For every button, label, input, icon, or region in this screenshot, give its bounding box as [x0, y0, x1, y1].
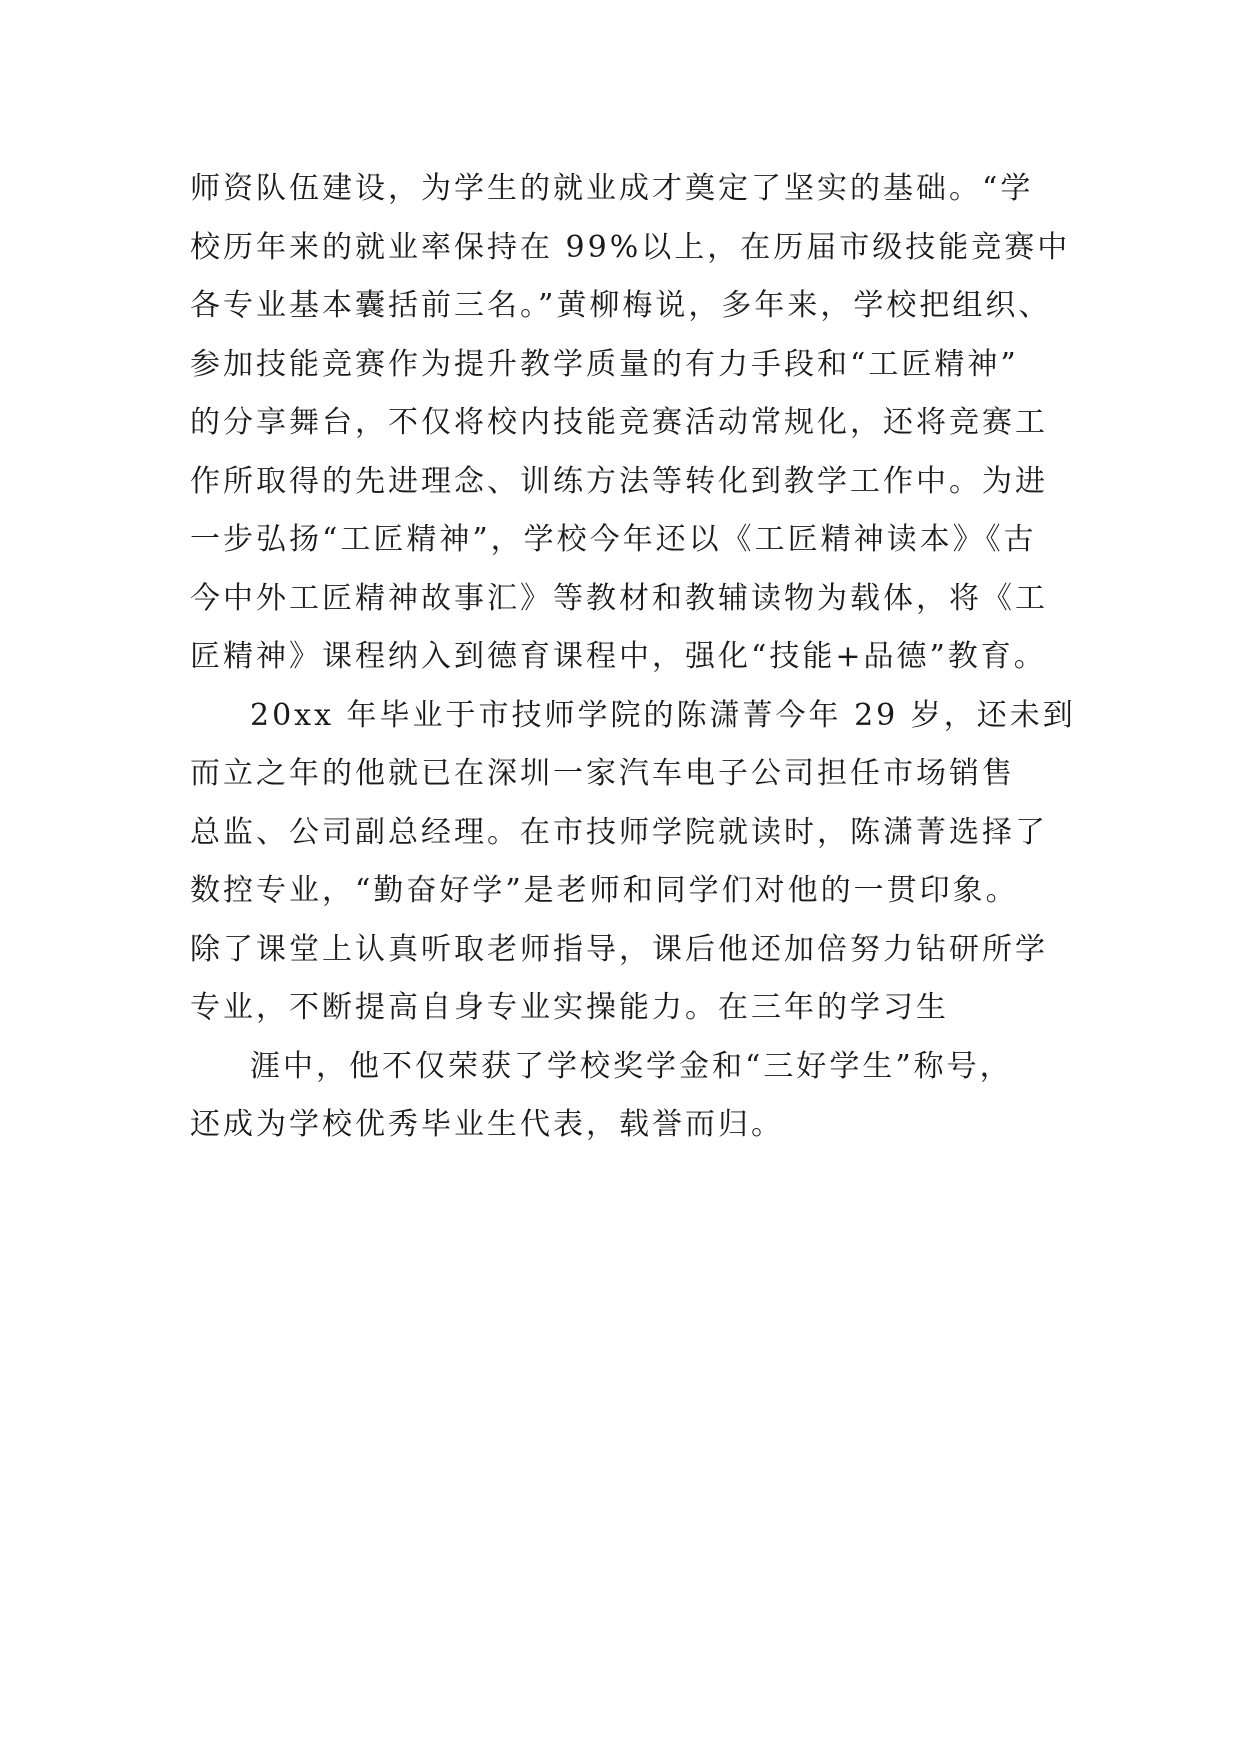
text-line: 的分享舞台，不仅将校内技能竞赛活动常规化，还将竞赛工: [190, 405, 1048, 440]
text-line: 匠精神》课程纳入到德育课程中，强化“技能+品德”教育。: [190, 639, 1047, 674]
text-line: 参加技能竞赛作为提升教学质量的有力手段和“工匠精神”: [190, 346, 1019, 382]
text-line: 除了课堂上认真听取老师指导，课后他还加倍努力钻研所学: [190, 931, 1048, 967]
text-line: 专业，不断提高自身专业实操能力。在三年的学习生: [190, 990, 949, 1025]
text-line: 而立之年的他就已在深圳一家汽车电子公司担任市场销售: [190, 756, 1015, 791]
text-line: 今中外工匠精神故事汇》等教材和教辅读物为载体，将《工: [190, 580, 1048, 616]
paragraph-start-line: 涯中，他不仅荣获了学校奖学金和“三好学生”称号，: [250, 1048, 1013, 1084]
text-line: 一步弘扬“工匠精神”，学校今年还以《工匠精神读本》《古: [190, 522, 1037, 557]
text-line: 还成为学校优秀毕业生代表，载誉而归。: [190, 1107, 784, 1142]
paragraph-start-line: 20xx 年毕业于市技师学院的陈潇菁今年 29 岁，还未到: [250, 697, 1076, 733]
text-line: 师资队伍建设，为学生的就业成才奠定了坚实的基础。“学: [190, 171, 1034, 206]
body-text: [190, 160, 1076, 1155]
text-line: 总监、公司副总经理。在市技师学院就读时，陈潇菁选择了: [190, 814, 1048, 850]
text-line: 作所取得的先进理念、训练方法等转化到教学工作中。为进: [190, 463, 1048, 499]
text-line: 各专业基本囊括前三名。”黄柳梅说，多年来，学校把组织、: [190, 288, 1052, 323]
text-line: 校历年来的就业率保持在 99%以上，在历届市级技能竞赛中: [190, 229, 1071, 265]
text-line: 数控专业，“勤奋好学”是老师和同学们对他的一贯印象。: [190, 873, 1019, 908]
